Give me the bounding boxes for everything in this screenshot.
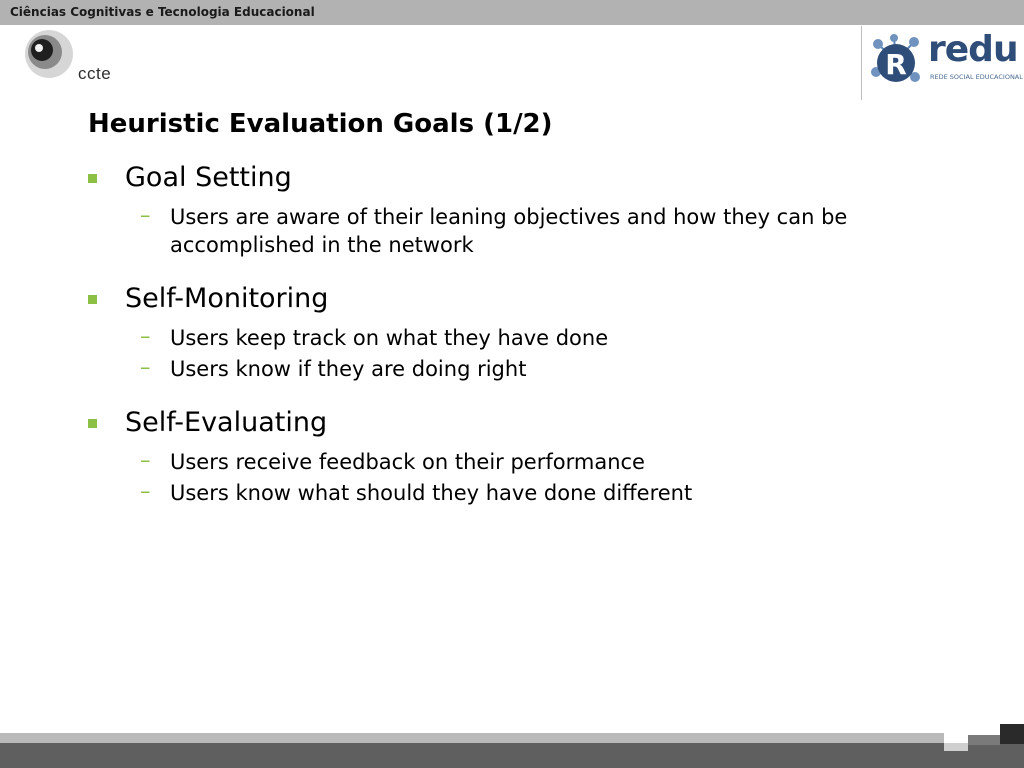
header-divider xyxy=(861,26,862,100)
dash-bullet-icon: – xyxy=(140,479,151,503)
footer-corner-block xyxy=(944,743,968,751)
square-bullet-icon xyxy=(88,295,97,304)
dash-bullet-icon: – xyxy=(140,355,151,379)
footer-corner-block xyxy=(968,735,1000,745)
goal-label: Self-Evaluating xyxy=(125,407,328,438)
dash-bullet-icon: – xyxy=(140,203,151,227)
footer-bar-light xyxy=(0,733,944,743)
ccte-logo-text: ccte xyxy=(78,64,112,83)
dash-bullet-icon: – xyxy=(140,324,151,348)
sub-item-text: Users receive feedback on their performance xyxy=(170,450,645,474)
goal-label: Goal Setting xyxy=(125,162,292,193)
redu-tagline: REDE SOCIAL EDUCACIONAL xyxy=(930,73,1023,81)
goal-list xyxy=(88,160,948,523)
ccte-logo-icon xyxy=(22,30,132,86)
sub-item xyxy=(88,448,948,476)
sub-item-text: Users keep track on what they have done xyxy=(170,326,609,350)
sub-item-text: Users know what should they have done different xyxy=(170,481,693,505)
dash-bullet-icon: – xyxy=(140,448,151,472)
sub-item-text: Users are aware of their leaning objectives and how they can be accomplished in the network xyxy=(170,205,848,257)
sub-item xyxy=(88,479,948,507)
goal-goal-setting xyxy=(88,160,948,259)
goal-label: Self-Monitoring xyxy=(125,283,329,314)
sub-item-text: Users know if they are doing right xyxy=(170,357,527,381)
sub-item xyxy=(88,355,948,383)
sub-item xyxy=(88,203,948,259)
goal-self-monitoring xyxy=(88,281,948,383)
redu-logo-text: redu xyxy=(928,29,1018,70)
goal-self-evaluating xyxy=(88,405,948,507)
institution-title: Ciências Cognitivas e Tecnologia Educacional xyxy=(10,5,315,19)
square-bullet-icon xyxy=(88,419,97,428)
slide-title: Heuristic Evaluation Goals (1/2) xyxy=(88,109,553,139)
redu-logo-icon xyxy=(868,30,924,92)
svg-text:R: R xyxy=(885,48,907,81)
footer-corner-block xyxy=(1000,724,1024,744)
sub-item xyxy=(88,324,948,352)
square-bullet-icon xyxy=(88,174,97,183)
header-bar xyxy=(0,0,1024,25)
footer-bar-dark xyxy=(0,743,1024,768)
